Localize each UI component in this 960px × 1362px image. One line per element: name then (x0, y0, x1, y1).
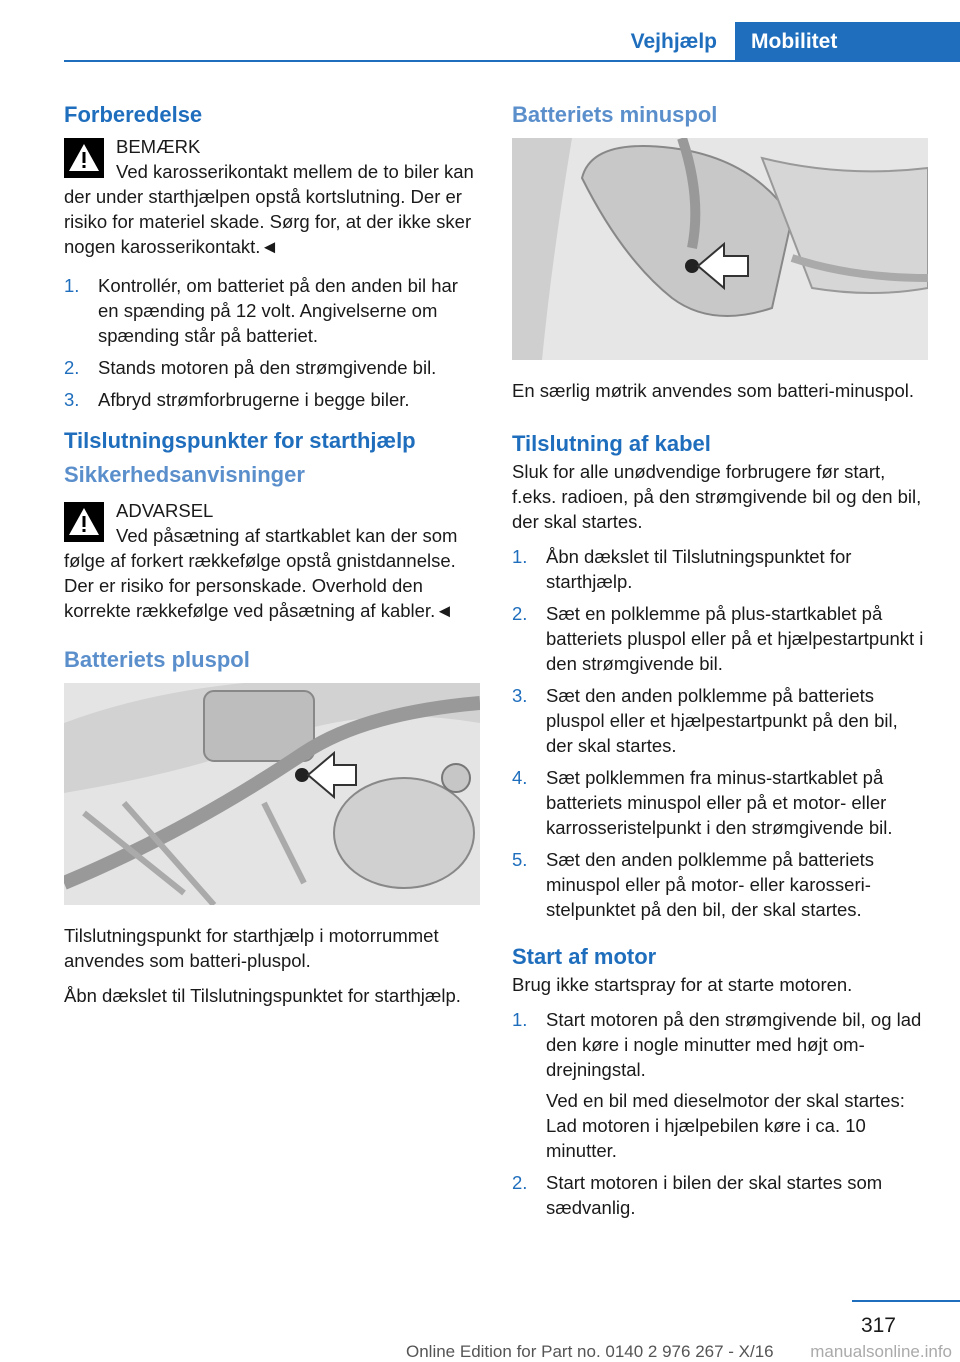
edition-text: Online Edition for Part no. 0140 2 976 267 - X/16 (406, 1342, 774, 1361)
list-text: Stands motoren på den strømgivende bil. (98, 357, 437, 378)
list-number: 1. (512, 1009, 528, 1030)
list-item (512, 544, 928, 594)
page-header (0, 0, 960, 64)
list-item (64, 355, 480, 380)
list-text: Sæt en polklemme på plus-startkablet på batteriets pluspol eller på et hjælpestartpunkt i den strømgivende bil. (546, 603, 924, 674)
list-text: Sæt den anden polklemme på batteriets minuspol eller på motor- eller karosseristelpunktet på den bil, der skal startes. (546, 849, 875, 920)
list-text: Åbn dækslet til Tilslutningspunktet for starthjælp. (546, 546, 852, 592)
list-number: 1. (512, 546, 528, 567)
list-item (64, 387, 480, 412)
list-item (512, 683, 928, 758)
warning-text: Ved påsætning af startkablet kan der som følge af forkert rækkefølge opstå gnistdannelse. Der er risiko for personskade. Overhold den korrekte rækkefølge ved påsætning af kabler.◄ (64, 525, 458, 621)
list-subtext: Ved en bil med dieselmotor der skal startes: Lad motoren i hjælpebilen køre i ca. 10 minutter. (546, 1090, 905, 1161)
list-item (512, 1170, 928, 1220)
list-text: Start motoren på den strømgivende bil, og lad den køre i nogle minutter med højt omdrejningstal. (546, 1009, 922, 1080)
list-text: Kontrollér, om batteriet på den anden bil har en spænding på 12 volt. Angivelserne om spænding står på batteriet. (98, 275, 458, 346)
warning-text: Ved karosserikontakt mellem de to biler kan der under starthjælpen opstå kortslutning. Der er risiko for materiel skade. Sørg for, at der ikke sker nogen karosserikontakt.◄ (64, 161, 474, 257)
list-number: 3. (512, 685, 528, 706)
text-kabel: Sluk for alle unødvendige forbrugere før start, f.eks. radioen, på den strømgivende bil og den bil, der skal startes. (512, 461, 922, 532)
list-number: 3. (64, 389, 80, 410)
warning-title: BEMÆRK (116, 136, 201, 157)
heading-tilslutningspunkter: Tilslutningspunkter for starthjælp (64, 428, 416, 453)
list-number: 2. (512, 603, 528, 624)
list-number: 2. (512, 1172, 528, 1193)
heading-forberedelse: Forberedelse (64, 102, 203, 127)
list-number: 2. (64, 357, 80, 378)
caption-minuspol: En særlig møtrik anvendes som batteri-minuspol. (512, 380, 915, 401)
heading-sikkerhedsanvisninger: Sikkerhedsanvisninger (64, 462, 305, 487)
list-item (512, 1007, 928, 1163)
warning-triangle-icon (64, 502, 104, 542)
list-item (512, 765, 928, 840)
list-text: Start motoren i bilen der skal startes som sædvanlig. (546, 1172, 883, 1218)
tab-mobilitet[interactable]: Mobilitet (735, 22, 960, 62)
heading-pluspol: Batteriets pluspol (64, 647, 250, 672)
page-footer (0, 1300, 960, 1362)
heading-minuspol: Batteriets minuspol (512, 102, 718, 127)
right-column (512, 100, 928, 1234)
list-item (512, 601, 928, 676)
footer-rule (852, 1300, 960, 1302)
list-number: 1. (64, 275, 80, 296)
heading-start-af-motor: Start af motor (512, 944, 657, 969)
list-text: Sæt polklemmen fra minus-startkablet på batteriets minuspol eller på et motor- eller karrosseristelpunkt i den strømgivende bil. (546, 767, 893, 838)
text-start: Brug ikke startspray for at starte motoren. (512, 974, 853, 995)
list-number: 4. (512, 767, 528, 788)
engine-bay-minuspol-image (512, 138, 928, 360)
engine-bay-pluspol-image (64, 683, 480, 905)
heading-tilslutning-af-kabel: Tilslutning af kabel (512, 431, 711, 456)
warning-block-1 (64, 134, 480, 259)
list-item (64, 273, 480, 348)
list-number: 5. (512, 849, 528, 870)
list-text: Sæt den anden polklemme på batteriets pluspol eller et hjælpestartpunkt på den bil, der skal startes. (546, 685, 898, 756)
list-item (512, 847, 928, 922)
watermark-text: manualsonline.info (810, 1342, 952, 1361)
list-tilslutning (512, 544, 928, 922)
caption-pluspol: Tilslutningspunkt for starthjælp i motorrummet anvendes som batteri-pluspol. (64, 925, 439, 971)
left-column (64, 100, 480, 1018)
text-pluspol: Åbn dækslet til Tilslutningspunktet for starthjælp. (64, 985, 461, 1006)
list-start (512, 1007, 928, 1220)
tab-vejhjaelp[interactable]: Vejhjælp (630, 30, 717, 53)
page-number: 317 (860, 1314, 896, 1337)
list-text: Afbryd strømforbrugerne i begge biler. (98, 389, 410, 410)
list-forberedelse (64, 273, 480, 412)
warning-title: ADVARSEL (116, 500, 214, 521)
warning-triangle-icon (64, 138, 104, 178)
warning-block-2 (64, 498, 480, 623)
